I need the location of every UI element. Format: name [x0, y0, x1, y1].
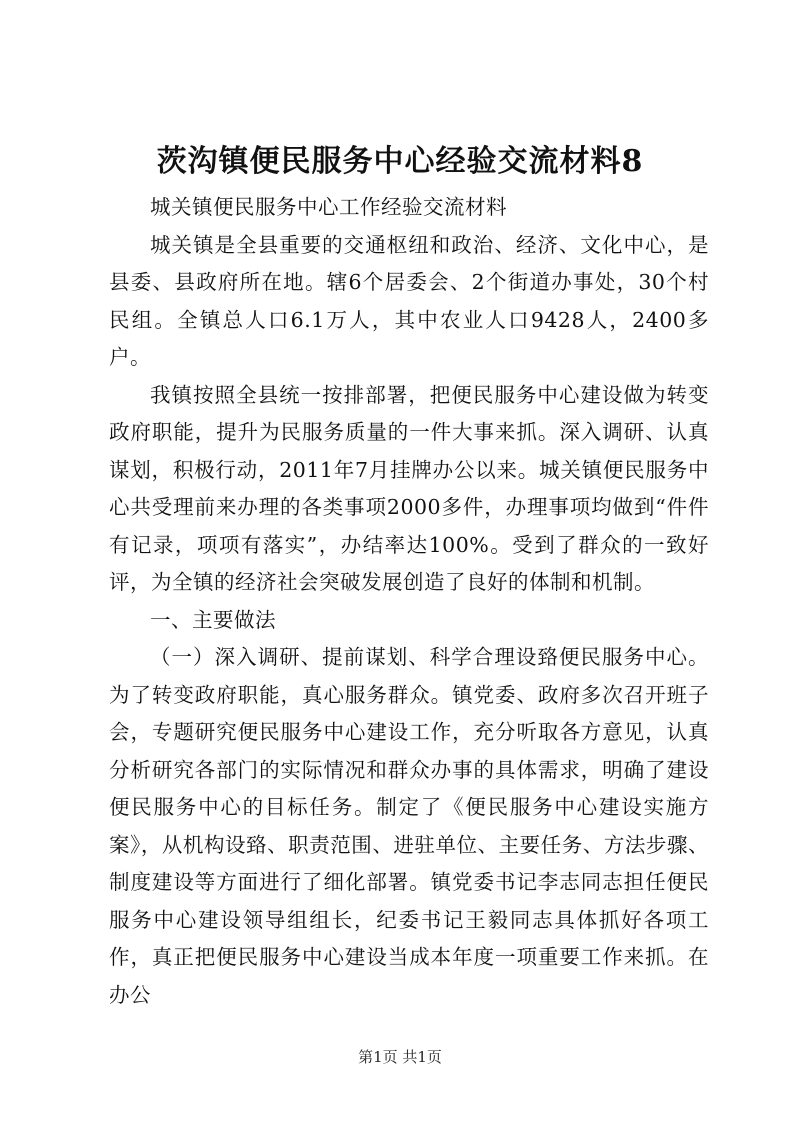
method-paragraph: （一）深入调研、提前谋划、科学合理设臵便民服务中心。为了转变政府职能，真心服务群众。镇党委、政府多次召开班子会，专题研究便民服务中心建设工作，充分听取各方意见，认真分析研究各部门的实际情况和群众办事的具体需求，明确了建设便民服务中心的目标任务。制定了《便民服务中心建设实施方案》，从机构设臵、职责范围、进驻单位、主要任务、方法步骤、制度建设等方面进行了细化部署。镇党委书记李志同志担任便民服务中心建设领导组组长，纪委书记王毅同志具体抓好各项工作，真正把便民服务中心建设当成本年度一项重要工作来抓。在办公: [109, 645, 709, 1007]
document-title: 茨沟镇便民服务中心经验交流材料8: [156, 144, 644, 179]
summary-paragraph: 我镇按照全县统一按排部署，把便民服务中心建设做为转变政府职能，提升为民服务质量的一件大事来抓。深入调研、认真谋划，积极行动，2011年7月挂牌办公以来。城关镇便民服务中心共受理前来办理的各类事项2000多件，办理事项均做到“件件有记录，项项有落实”，办结率达100%。受到了群众的一致好评，为全镇的经济社会突破发展创造了良好的体制和机制。: [109, 382, 709, 594]
page-footer: 第1页 共1页: [358, 1048, 442, 1066]
subtitle-paragraph: 城关镇便民服务中心工作经验交流材料: [150, 195, 507, 219]
intro-paragraph: 城关镇是全县重要的交通枢纽和政治、经济、文化中心，是县委、县政府所在地。辖6个居委会、2个街道办事处，30个村民组。全镇总人口6.1万人，其中农业人口9428人，2400多户。: [109, 232, 709, 369]
document-body: [109, 189, 709, 1014]
section-heading: 一、主要做法: [150, 607, 276, 632]
